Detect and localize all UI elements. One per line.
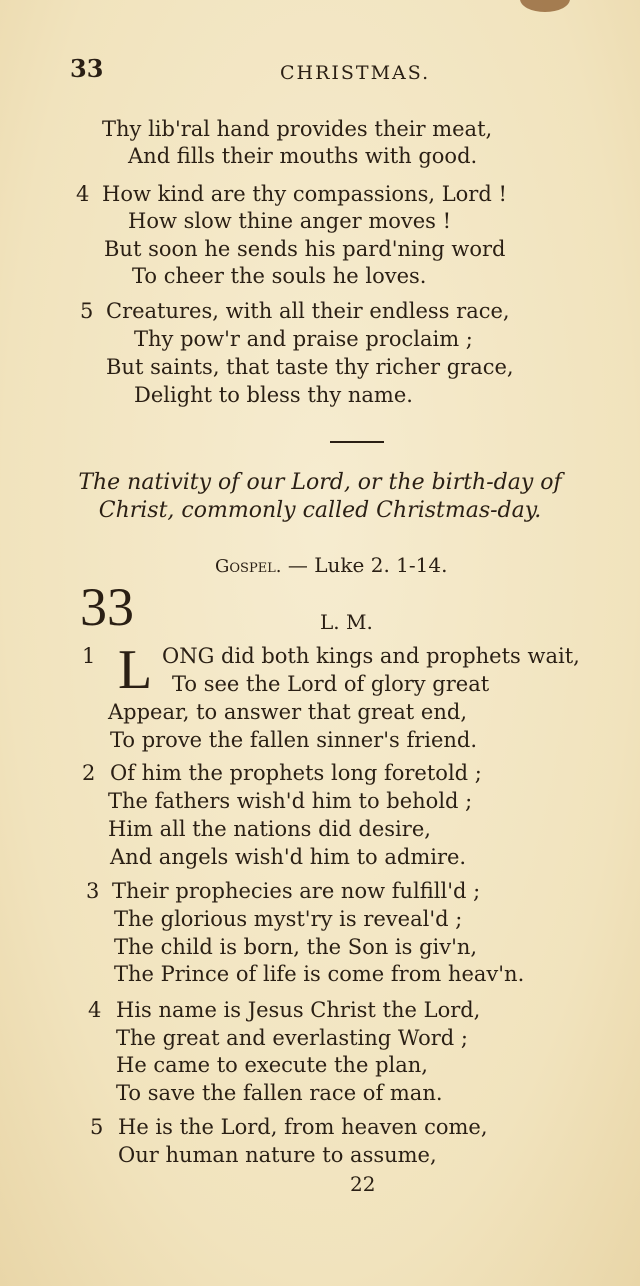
gospel-ref: — Luke 2. 1-14. <box>287 553 448 577</box>
verse-line: But soon he sends his pard'ning word <box>104 237 506 261</box>
verse-line: Delight to bless thy name. <box>134 383 413 407</box>
stanza-number: 3 <box>86 879 100 903</box>
stanza-number: 4 <box>88 998 102 1022</box>
verse-line: Our human nature to assume, <box>118 1143 437 1167</box>
verse-line: His name is Jesus Christ the Lord, <box>116 998 481 1022</box>
verse-line: The great and everlasting Word ; <box>116 1026 468 1050</box>
verse-line: The glorious myst'ry is reveal'd ; <box>114 907 463 931</box>
verse-line: And angels wish'd him to admire. <box>110 845 467 869</box>
stanza-number: 1 <box>82 644 96 668</box>
verse-line: But saints, that taste thy richer grace, <box>106 355 514 379</box>
page-number: 33 <box>70 54 104 83</box>
verse-line: To cheer the souls he loves. <box>132 264 427 288</box>
verse-line: How slow thine anger moves ! <box>128 209 452 233</box>
verse-line: How kind are thy compassions, Lord ! <box>102 182 507 206</box>
verse-line: The Prince of life is come from heav'n. <box>114 962 525 986</box>
verse-line: Thy pow'r and praise proclaim ; <box>134 327 473 351</box>
stanza-number: 4 <box>76 182 90 206</box>
verse-line: Thy lib'ral hand provides their meat, <box>102 117 493 141</box>
gospel-reference <box>215 553 447 577</box>
verse-line: To prove the fallen sinner's friend. <box>110 728 478 752</box>
running-title: CHRISTMAS. <box>280 62 431 84</box>
verse-line: He is the Lord, from heaven come, <box>118 1115 488 1139</box>
verse-line: Appear, to answer that great end, <box>108 700 467 724</box>
verse-line: To save the fallen race of man. <box>116 1081 443 1105</box>
stanza-number: 5 <box>80 299 94 323</box>
drop-cap: L <box>118 639 153 701</box>
verse-line: Of him the prophets long foretold ; <box>110 761 482 785</box>
section-divider <box>330 441 384 443</box>
stanza-number: 5 <box>90 1115 104 1139</box>
signature-mark: 22 <box>350 1172 376 1196</box>
verse-line: ONG did both kings and prophets wait, <box>162 644 580 668</box>
verse-line: Their prophecies are now fulfill'd ; <box>112 879 481 903</box>
verse-line: The fathers wish'd him to behold ; <box>108 789 473 813</box>
verse-line: He came to execute the plan, <box>116 1053 428 1077</box>
verse-line: The child is born, the Son is giv'n, <box>114 935 478 959</box>
gospel-label: Gospel. <box>215 556 282 577</box>
verse-line: To see the Lord of glory great <box>172 672 490 696</box>
section-title: Christ, commonly called Christmas-day. <box>98 498 542 523</box>
verse-line: And fills their mouths with good. <box>128 144 478 168</box>
hymn-meter: L. M. <box>320 610 373 634</box>
page-stain <box>520 0 570 12</box>
hymn-number: 33 <box>80 577 134 637</box>
verse-line: Creatures, with all their endless race, <box>106 299 510 323</box>
stanza-number: 2 <box>82 761 96 785</box>
verse-line: Him all the nations did desire, <box>108 817 431 841</box>
section-title: The nativity of our Lord, or the birth-day of <box>78 470 562 495</box>
